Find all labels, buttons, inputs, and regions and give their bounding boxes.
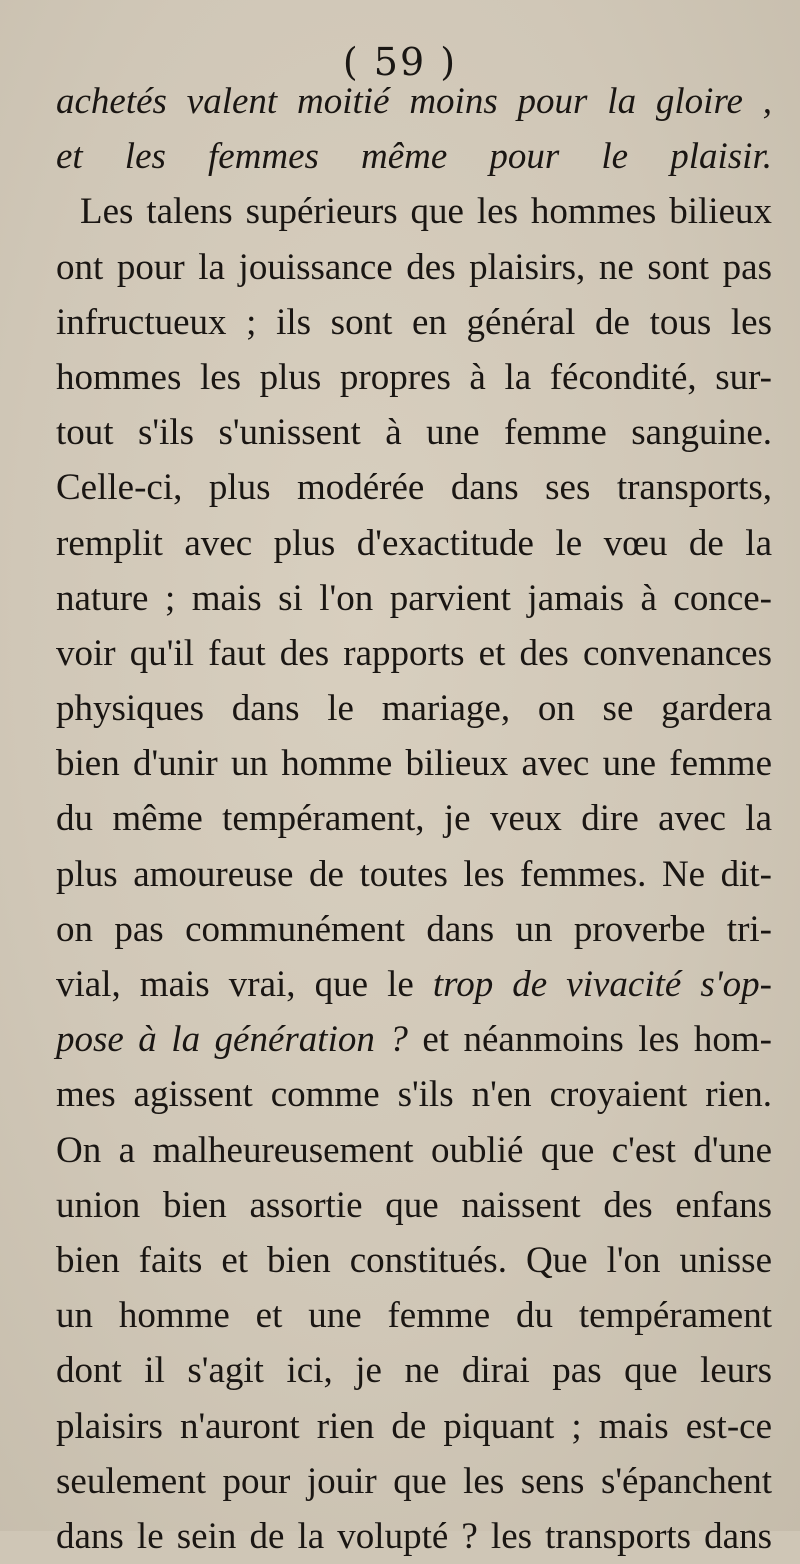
text-line bbox=[56, 1123, 772, 1178]
text-segment: pose à la génération ? bbox=[56, 1019, 423, 1061]
text-segment: infructueux ; ils sont en général de tous les bbox=[56, 301, 772, 343]
text-segment: Les talens supérieurs que les hommes bilieux bbox=[80, 191, 772, 233]
text-line bbox=[56, 957, 772, 1012]
text-segment: ont pour la jouissance des plaisirs, ne sont pas bbox=[56, 246, 772, 288]
text-segment: tout s'ils s'unissent à une femme sanguine. bbox=[56, 412, 772, 454]
text-segment: voir qu'il faut des rapports et des convenances bbox=[56, 632, 772, 674]
text-line bbox=[56, 681, 772, 736]
text-line bbox=[56, 460, 772, 515]
text-segment: on pas communément dans un proverbe tri- bbox=[56, 908, 772, 950]
text-line bbox=[56, 1454, 772, 1509]
text-line bbox=[56, 1509, 772, 1564]
text-segment: seulement pour jouir que les sens s'épanchent bbox=[56, 1460, 772, 1502]
text-segment: du même tempérament, je veux dire avec la bbox=[56, 798, 772, 840]
text-line bbox=[56, 295, 772, 350]
text-segment: bien faits et bien constitués. Que l'on unisse bbox=[56, 1239, 772, 1281]
text-segment: Celle-ci, plus modérée dans ses transports, bbox=[56, 467, 772, 509]
text-line bbox=[56, 1012, 772, 1067]
text-line bbox=[56, 405, 772, 460]
text-line bbox=[56, 571, 772, 626]
text-line bbox=[56, 129, 772, 184]
text-segment: un homme et une femme du tempérament bbox=[56, 1295, 772, 1337]
text-line bbox=[56, 1233, 772, 1288]
text-line bbox=[56, 240, 772, 295]
body-text bbox=[56, 74, 772, 1564]
text-line bbox=[56, 1288, 772, 1343]
text-line bbox=[56, 350, 772, 405]
text-line bbox=[56, 791, 772, 846]
text-line bbox=[56, 1178, 772, 1233]
text-line bbox=[56, 184, 772, 239]
text-segment: et les femmes même pour le plaisir. bbox=[56, 136, 772, 178]
text-segment: bien d'unir un homme bilieux avec une femme bbox=[56, 743, 772, 785]
text-segment: vial, mais vrai, que le bbox=[56, 964, 433, 1005]
text-segment: achetés valent moitié moins pour la gloire , bbox=[56, 81, 772, 122]
text-segment: dont il s'agit ici, je ne dirai pas que leurs bbox=[56, 1350, 772, 1392]
text-line bbox=[56, 1399, 772, 1454]
text-segment: plus amoureuse de toutes les femmes. Ne dit- bbox=[56, 853, 772, 895]
text-line bbox=[56, 1343, 772, 1398]
text-line bbox=[56, 847, 772, 902]
text-line bbox=[56, 736, 772, 791]
text-segment: et néanmoins les hom- bbox=[422, 1019, 772, 1061]
text-segment: mes agissent comme s'ils n'en croyaient rien. bbox=[56, 1074, 772, 1116]
text-line bbox=[56, 626, 772, 681]
text-segment: nature ; mais si l'on parvient jamais à conce- bbox=[56, 577, 772, 619]
text-segment: On a malheureusement oublié que c'est d'une bbox=[56, 1129, 772, 1171]
text-line bbox=[56, 516, 772, 571]
text-segment: trop de vivacité s'op- bbox=[432, 964, 773, 1005]
text-segment: hommes les plus propres à la fécondité, sur- bbox=[56, 356, 772, 398]
text-segment: plaisirs n'auront rien de piquant ; mais est-ce bbox=[56, 1405, 772, 1447]
page-number: ( 59 ) bbox=[342, 40, 458, 84]
text-line bbox=[56, 1067, 772, 1122]
text-segment: union bien assortie que naissent des enfans bbox=[56, 1184, 772, 1226]
text-segment: physiques dans le mariage, on se gardera bbox=[56, 688, 772, 730]
text-segment: dans le sein de la volupté ? les transports dans bbox=[56, 1515, 772, 1557]
text-line bbox=[56, 902, 772, 957]
text-line bbox=[56, 74, 772, 129]
text-segment: remplit avec plus d'exactitude le vœu de la bbox=[56, 522, 772, 564]
